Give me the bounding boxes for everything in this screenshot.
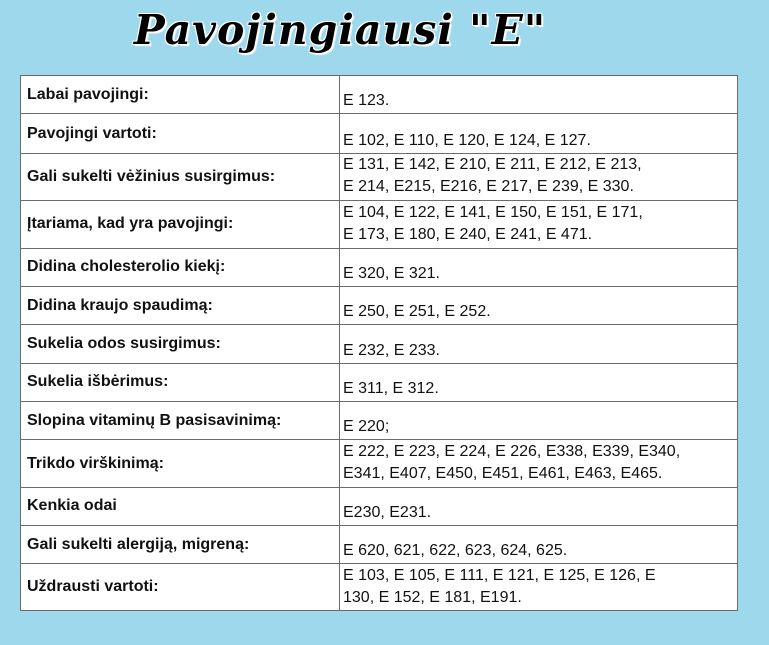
value-line: E 104, E 122, E 141, E 150, E 151, E 171,	[343, 203, 643, 221]
value-line: E 222, E 223, E 224, E 226, E338, E339, E340,	[343, 443, 681, 461]
row-label: Trikdo virškinimą:	[21, 440, 340, 487]
row-label: Sukelia odos susirgimus:	[21, 325, 340, 363]
row-label: Įtariama, kad yra pavojingi:	[21, 201, 340, 248]
row-value	[340, 201, 738, 248]
value-line: E 123.	[343, 92, 390, 110]
row-value	[340, 248, 738, 286]
value-line: 130, E 152, E 181, E191.	[343, 588, 522, 606]
table-row	[21, 325, 738, 363]
table-row	[21, 526, 738, 564]
page-title: Pavojingiausi "E"	[133, 6, 547, 54]
row-value	[340, 401, 738, 439]
row-label: Gali sukelti vėžinius susirgimus:	[21, 153, 340, 200]
table-row	[21, 201, 738, 248]
value-line: E341, E407, E450, E451, E461, E463, E465.	[343, 465, 663, 483]
row-label: Slopina vitaminų B pasisavinimą:	[21, 401, 340, 439]
table-row	[21, 248, 738, 286]
row-label: Sukelia išbėrimus:	[21, 363, 340, 401]
value-line: E 311, E 312.	[343, 379, 439, 397]
table-row	[21, 114, 738, 153]
value-line: E 232, E 233.	[343, 341, 440, 359]
row-value	[340, 526, 738, 564]
value-line: E230, E231.	[343, 504, 432, 522]
additives-table	[20, 75, 738, 611]
table-row	[21, 564, 738, 611]
value-line: E 173, E 180, E 240, E 241, E 471.	[343, 225, 593, 243]
row-value	[340, 487, 738, 525]
row-label: Kenkia odai	[21, 487, 340, 525]
value-line: E 131, E 142, E 210, E 211, E 212, E 213,	[343, 156, 642, 174]
table-row	[21, 153, 738, 200]
value-line: E 214, E215, E216, E 217, E 239, E 330.	[343, 178, 634, 196]
value-line: E 250, E 251, E 252.	[343, 303, 491, 321]
row-value	[340, 76, 738, 114]
table-row	[21, 401, 738, 439]
value-line: E 102, E 110, E 120, E 124, E 127.	[343, 131, 591, 149]
value-line: E 103, E 105, E 111, E 121, E 125, E 126, E	[343, 566, 656, 584]
table-row	[21, 286, 738, 324]
table-row	[21, 363, 738, 401]
row-value	[340, 114, 738, 153]
value-line: E 320, E 321.	[343, 264, 440, 282]
row-label: Gali sukelti alergiją, migreną:	[21, 526, 340, 564]
row-value	[340, 363, 738, 401]
table-row	[21, 440, 738, 487]
table-row	[21, 76, 738, 114]
row-label: Pavojingi vartoti:	[21, 114, 340, 153]
table-body	[21, 76, 738, 611]
table-row	[21, 487, 738, 525]
value-line: E 220;	[343, 418, 390, 436]
row-label: Labai pavojingi:	[21, 76, 340, 114]
row-value	[340, 153, 738, 200]
row-value	[340, 564, 738, 611]
row-label: Didina kraujo spaudimą:	[21, 286, 340, 324]
value-line: E 620, 621, 622, 623, 624, 625.	[343, 542, 568, 560]
row-value	[340, 440, 738, 487]
row-label: Didina cholesterolio kiekį:	[21, 248, 340, 286]
row-value	[340, 325, 738, 363]
row-label: Uždrausti vartoti:	[21, 564, 340, 611]
row-value	[340, 286, 738, 324]
